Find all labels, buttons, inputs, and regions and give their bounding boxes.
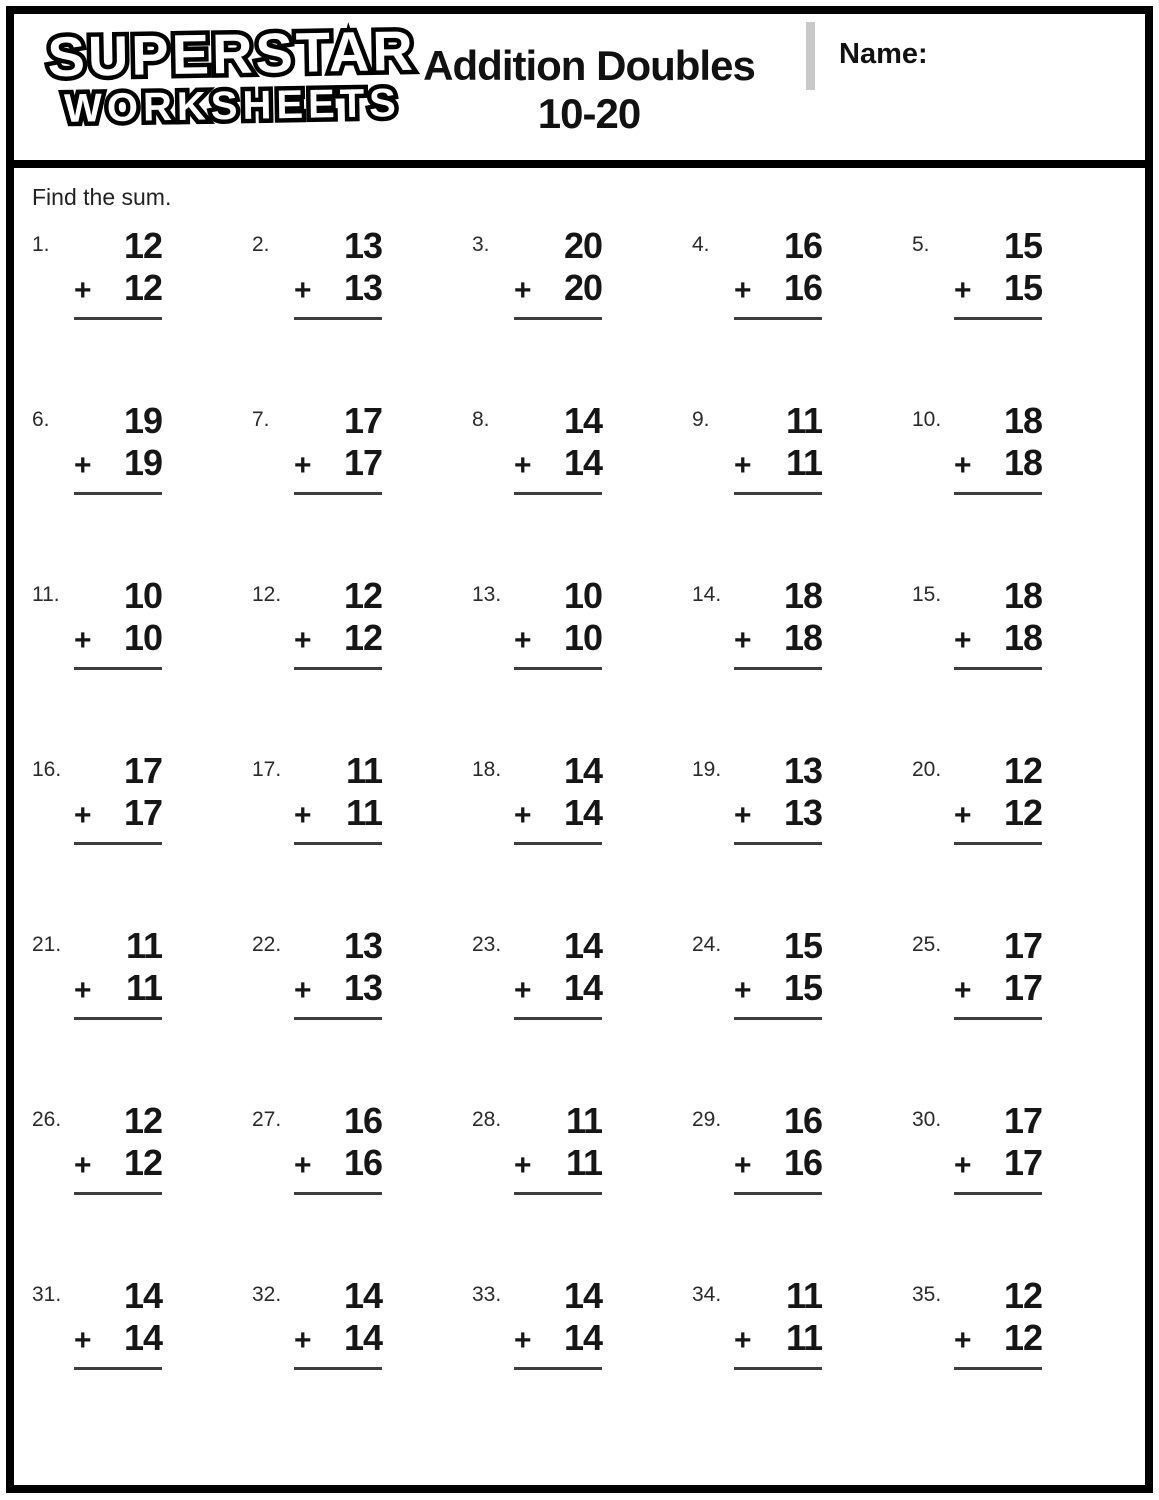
bottom-addend: 18 <box>1003 442 1042 483</box>
problem-number: 31. <box>32 1283 62 1306</box>
problem-work-area <box>954 575 1042 670</box>
problem-work-area <box>734 925 822 1020</box>
plus-sign: + <box>954 274 972 307</box>
plus-sign: + <box>74 974 92 1007</box>
problem-20 <box>912 750 1132 925</box>
plus-sign: + <box>74 1149 92 1182</box>
top-addend: 10 <box>123 575 162 616</box>
problem-22 <box>252 925 472 1100</box>
bottom-addend-row <box>954 617 1042 662</box>
problem-number: 14. <box>692 583 722 606</box>
bottom-addend: 16 <box>783 1142 822 1183</box>
problem-26 <box>32 1100 252 1275</box>
top-addend: 13 <box>343 225 382 266</box>
problem-work-area <box>734 575 822 670</box>
answer-line <box>74 1192 162 1195</box>
bottom-addend-row <box>734 617 822 662</box>
bottom-addend: 14 <box>563 967 602 1008</box>
bottom-addend-row <box>954 792 1042 837</box>
plus-sign: + <box>954 1324 972 1357</box>
problem-work-area <box>734 750 822 845</box>
problem-12 <box>252 575 472 750</box>
problem-work-area <box>734 225 822 320</box>
problem-number: 20. <box>912 758 942 781</box>
answer-line <box>74 842 162 845</box>
answer-line <box>74 317 162 320</box>
top-addend: 14 <box>563 750 602 791</box>
plus-sign: + <box>734 1324 752 1357</box>
problem-number: 34. <box>692 1283 722 1306</box>
bottom-addend-row <box>74 267 162 312</box>
plus-sign: + <box>74 449 92 482</box>
top-addend: 11 <box>785 1275 822 1316</box>
answer-line <box>294 667 382 670</box>
plus-sign: + <box>514 449 532 482</box>
bottom-addend-row <box>734 967 822 1012</box>
answer-line <box>954 1017 1042 1020</box>
answer-line <box>954 1192 1042 1195</box>
top-addend: 17 <box>343 400 382 441</box>
answer-line <box>514 1367 602 1370</box>
bottom-addend-row <box>514 442 602 487</box>
problem-work-area <box>74 750 162 845</box>
bottom-addend-row <box>294 617 382 662</box>
problem-work-area <box>74 1100 162 1195</box>
problem-work-area <box>954 750 1042 845</box>
problem-number: 27. <box>252 1108 282 1131</box>
bottom-addend: 14 <box>563 1317 602 1358</box>
bottom-addend: 11 <box>125 967 162 1008</box>
problem-work-area <box>954 225 1042 320</box>
problem-32 <box>252 1275 472 1450</box>
problem-number: 6. <box>32 408 50 431</box>
problem-work-area <box>514 1275 602 1370</box>
plus-sign: + <box>294 449 312 482</box>
problem-number: 18. <box>472 758 502 781</box>
answer-line <box>734 317 822 320</box>
problem-11 <box>32 575 252 750</box>
bottom-addend: 14 <box>563 792 602 833</box>
bottom-addend-row <box>514 1317 602 1362</box>
bottom-addend-row <box>954 1142 1042 1187</box>
problem-number: 12. <box>252 583 282 606</box>
plus-sign: + <box>734 799 752 832</box>
problem-29 <box>692 1100 912 1275</box>
bottom-addend-row <box>734 1142 822 1187</box>
problem-1 <box>32 225 252 400</box>
problem-number: 33. <box>472 1283 502 1306</box>
answer-line <box>514 317 602 320</box>
plus-sign: + <box>514 799 532 832</box>
problem-work-area <box>514 575 602 670</box>
bottom-addend: 16 <box>783 267 822 308</box>
bottom-addend: 11 <box>565 1142 602 1183</box>
bottom-addend-row <box>514 792 602 837</box>
plus-sign: + <box>954 974 972 1007</box>
problem-15 <box>912 575 1132 750</box>
problem-work-area <box>734 1275 822 1370</box>
problem-work-area <box>294 750 382 845</box>
top-addend: 11 <box>565 1100 602 1141</box>
problem-number: 2. <box>252 233 270 256</box>
bottom-addend: 13 <box>343 267 382 308</box>
top-addend: 14 <box>123 1275 162 1316</box>
bottom-addend-row <box>954 967 1042 1012</box>
top-addend: 16 <box>783 225 822 266</box>
problem-work-area <box>294 1100 382 1195</box>
answer-line <box>294 1367 382 1370</box>
bottom-addend: 19 <box>123 442 162 483</box>
bottom-addend-row <box>734 442 822 487</box>
problem-number: 5. <box>912 233 930 256</box>
plus-sign: + <box>74 624 92 657</box>
top-addend: 11 <box>345 750 382 791</box>
problem-5 <box>912 225 1132 400</box>
top-addend: 12 <box>1003 1275 1042 1316</box>
answer-line <box>734 1192 822 1195</box>
answer-line <box>74 1367 162 1370</box>
problem-7 <box>252 400 472 575</box>
problem-28 <box>472 1100 692 1275</box>
plus-sign: + <box>294 1324 312 1357</box>
problem-work-area <box>514 750 602 845</box>
bottom-addend-row <box>954 1317 1042 1362</box>
answer-line <box>954 492 1042 495</box>
bottom-addend-row <box>74 1142 162 1187</box>
top-addend: 15 <box>783 925 822 966</box>
problem-number: 9. <box>692 408 710 431</box>
problem-number: 19. <box>692 758 722 781</box>
bottom-addend-row <box>514 617 602 662</box>
problem-work-area <box>514 400 602 495</box>
answer-line <box>514 842 602 845</box>
bottom-addend: 18 <box>1003 617 1042 658</box>
bottom-addend: 14 <box>123 1317 162 1358</box>
plus-sign: + <box>74 1324 92 1357</box>
plus-sign: + <box>74 274 92 307</box>
bottom-addend-row <box>514 967 602 1012</box>
bottom-addend-row <box>954 442 1042 487</box>
problem-work-area <box>514 1100 602 1195</box>
problem-work-area <box>294 1275 382 1370</box>
bottom-addend-row <box>734 1317 822 1362</box>
worksheet-title <box>384 42 794 138</box>
bottom-addend-row <box>74 442 162 487</box>
superstar-worksheets-logo <box>21 18 443 131</box>
bottom-addend: 17 <box>1003 1142 1042 1183</box>
answer-line <box>514 492 602 495</box>
problem-27 <box>252 1100 472 1275</box>
top-addend: 14 <box>563 925 602 966</box>
problem-number: 13. <box>472 583 502 606</box>
problem-24 <box>692 925 912 1100</box>
title-line-2: 10-20 <box>537 90 641 137</box>
answer-line <box>954 1367 1042 1370</box>
answer-line <box>514 1017 602 1020</box>
plus-sign: + <box>294 799 312 832</box>
problem-work-area <box>954 925 1042 1020</box>
plus-sign: + <box>954 624 972 657</box>
bottom-addend-row <box>954 267 1042 312</box>
problem-work-area <box>954 400 1042 495</box>
plus-sign: + <box>734 624 752 657</box>
problem-number: 15. <box>912 583 942 606</box>
problem-number: 10. <box>912 408 942 431</box>
problem-number: 32. <box>252 1283 282 1306</box>
name-section <box>806 22 928 90</box>
instruction-text: Find the sum. <box>32 184 172 210</box>
problem-work-area <box>294 575 382 670</box>
plus-sign: + <box>954 449 972 482</box>
plus-sign: + <box>734 974 752 1007</box>
problem-21 <box>32 925 252 1100</box>
top-addend: 19 <box>123 400 162 441</box>
problem-19 <box>692 750 912 925</box>
top-addend: 13 <box>343 925 382 966</box>
problem-18 <box>472 750 692 925</box>
bottom-addend: 15 <box>1003 267 1042 308</box>
answer-line <box>954 317 1042 320</box>
top-addend: 17 <box>1003 925 1042 966</box>
bottom-addend: 17 <box>343 442 382 483</box>
problem-4 <box>692 225 912 400</box>
bottom-addend: 12 <box>123 267 162 308</box>
problem-work-area <box>294 225 382 320</box>
plus-sign: + <box>734 274 752 307</box>
answer-line <box>294 492 382 495</box>
answer-line <box>514 667 602 670</box>
logo-line-superstar: SUPERSTAR <box>46 18 417 89</box>
top-addend: 12 <box>123 225 162 266</box>
problem-number: 25. <box>912 933 942 956</box>
problem-work-area <box>514 925 602 1020</box>
problem-13 <box>472 575 692 750</box>
bottom-addend: 18 <box>783 617 822 658</box>
top-addend: 12 <box>123 1100 162 1141</box>
problem-work-area <box>74 1275 162 1370</box>
problem-number: 17. <box>252 758 282 781</box>
answer-line <box>74 1017 162 1020</box>
problem-work-area <box>74 575 162 670</box>
bottom-addend-row <box>74 792 162 837</box>
answer-line <box>294 1017 382 1020</box>
answer-line <box>734 667 822 670</box>
plus-sign: + <box>294 274 312 307</box>
problem-work-area <box>514 225 602 320</box>
problem-number: 35. <box>912 1283 942 1306</box>
bottom-addend-row <box>74 967 162 1012</box>
top-addend: 11 <box>125 925 162 966</box>
problem-9 <box>692 400 912 575</box>
problem-work-area <box>74 925 162 1020</box>
answer-line <box>954 667 1042 670</box>
problem-work-area <box>74 225 162 320</box>
top-addend: 18 <box>783 575 822 616</box>
name-label: Name: <box>839 38 928 70</box>
bottom-addend-row <box>514 1142 602 1187</box>
top-addend: 18 <box>1003 400 1042 441</box>
problem-number: 3. <box>472 233 490 256</box>
plus-sign: + <box>74 799 92 832</box>
plus-sign: + <box>734 449 752 482</box>
problem-8 <box>472 400 692 575</box>
problem-31 <box>32 1275 252 1450</box>
bottom-addend: 13 <box>343 967 382 1008</box>
answer-line <box>954 842 1042 845</box>
title-line-1: Addition Doubles <box>423 42 755 89</box>
bottom-addend: 15 <box>783 967 822 1008</box>
problem-work-area <box>954 1100 1042 1195</box>
problem-number: 28. <box>472 1108 502 1131</box>
bottom-addend-row <box>74 1317 162 1362</box>
top-addend: 18 <box>1003 575 1042 616</box>
top-addend: 14 <box>563 1275 602 1316</box>
problem-23 <box>472 925 692 1100</box>
problem-work-area <box>294 925 382 1020</box>
problem-number: 4. <box>692 233 710 256</box>
problem-number: 26. <box>32 1108 62 1131</box>
top-addend: 17 <box>123 750 162 791</box>
problem-number: 24. <box>692 933 722 956</box>
bottom-addend: 12 <box>1003 1317 1042 1358</box>
bottom-addend: 11 <box>785 1317 822 1358</box>
answer-line <box>294 317 382 320</box>
plus-sign: + <box>734 1149 752 1182</box>
answer-line <box>74 492 162 495</box>
problem-2 <box>252 225 472 400</box>
bottom-addend: 17 <box>1003 967 1042 1008</box>
logo-line-worksheets: WORKSHEETS <box>63 81 402 131</box>
bottom-addend: 14 <box>563 442 602 483</box>
bottom-addend-row <box>514 267 602 312</box>
bottom-addend-row <box>734 792 822 837</box>
bottom-addend-row <box>294 967 382 1012</box>
plus-sign: + <box>514 974 532 1007</box>
bottom-addend-row <box>294 792 382 837</box>
bottom-addend: 11 <box>345 792 382 833</box>
problem-number: 1. <box>32 233 50 256</box>
worksheet-body <box>14 168 1145 1450</box>
bottom-addend: 12 <box>1003 792 1042 833</box>
problem-number: 23. <box>472 933 502 956</box>
problems-grid <box>32 225 1145 1450</box>
bottom-addend: 10 <box>563 617 602 658</box>
bottom-addend-row <box>294 1317 382 1362</box>
bottom-addend-row <box>294 267 382 312</box>
top-addend: 14 <box>563 400 602 441</box>
worksheet-header <box>14 14 1145 168</box>
answer-line <box>294 842 382 845</box>
problem-33 <box>472 1275 692 1450</box>
name-divider-bar <box>806 22 815 90</box>
bottom-addend: 11 <box>785 442 822 483</box>
plus-sign: + <box>514 624 532 657</box>
problem-work-area <box>74 400 162 495</box>
answer-line <box>514 1192 602 1195</box>
plus-sign: + <box>954 799 972 832</box>
bottom-addend: 20 <box>563 267 602 308</box>
problem-number: 16. <box>32 758 62 781</box>
problem-14 <box>692 575 912 750</box>
bottom-addend-row <box>294 442 382 487</box>
answer-line <box>734 492 822 495</box>
worksheet-page <box>6 6 1153 1493</box>
answer-line <box>734 1017 822 1020</box>
problem-number: 21. <box>32 933 62 956</box>
plus-sign: + <box>294 624 312 657</box>
problem-work-area <box>734 400 822 495</box>
top-addend: 15 <box>1003 225 1042 266</box>
problem-number: 8. <box>472 408 490 431</box>
answer-line <box>294 1192 382 1195</box>
bottom-addend: 13 <box>783 792 822 833</box>
top-addend: 12 <box>343 575 382 616</box>
problem-16 <box>32 750 252 925</box>
top-addend: 10 <box>563 575 602 616</box>
problem-number: 22. <box>252 933 282 956</box>
bottom-addend-row <box>74 617 162 662</box>
problem-number: 30. <box>912 1108 942 1131</box>
bottom-addend-row <box>294 1142 382 1187</box>
problem-number: 11. <box>32 583 60 606</box>
bottom-addend: 14 <box>343 1317 382 1358</box>
plus-sign: + <box>294 974 312 1007</box>
top-addend: 20 <box>563 225 602 266</box>
top-addend: 12 <box>1003 750 1042 791</box>
problem-number: 7. <box>252 408 270 431</box>
problem-work-area <box>954 1275 1042 1370</box>
answer-line <box>734 842 822 845</box>
bottom-addend: 12 <box>123 1142 162 1183</box>
answer-line <box>734 1367 822 1370</box>
answer-line <box>74 667 162 670</box>
problem-30 <box>912 1100 1132 1275</box>
problem-work-area <box>734 1100 822 1195</box>
bottom-addend: 12 <box>343 617 382 658</box>
top-addend: 16 <box>343 1100 382 1141</box>
top-addend: 16 <box>783 1100 822 1141</box>
top-addend: 11 <box>785 400 822 441</box>
top-addend: 14 <box>343 1275 382 1316</box>
plus-sign: + <box>514 1324 532 1357</box>
plus-sign: + <box>514 274 532 307</box>
problem-6 <box>32 400 252 575</box>
problem-10 <box>912 400 1132 575</box>
problem-25 <box>912 925 1132 1100</box>
plus-sign: + <box>294 1149 312 1182</box>
top-addend: 13 <box>783 750 822 791</box>
bottom-addend: 17 <box>123 792 162 833</box>
problem-35 <box>912 1275 1132 1450</box>
problem-3 <box>472 225 692 400</box>
plus-sign: + <box>954 1149 972 1182</box>
top-addend: 17 <box>1003 1100 1042 1141</box>
bottom-addend: 16 <box>343 1142 382 1183</box>
problem-number: 29. <box>692 1108 722 1131</box>
bottom-addend: 10 <box>123 617 162 658</box>
problem-work-area <box>294 400 382 495</box>
problem-34 <box>692 1275 912 1450</box>
bottom-addend-row <box>734 267 822 312</box>
problem-17 <box>252 750 472 925</box>
plus-sign: + <box>514 1149 532 1182</box>
